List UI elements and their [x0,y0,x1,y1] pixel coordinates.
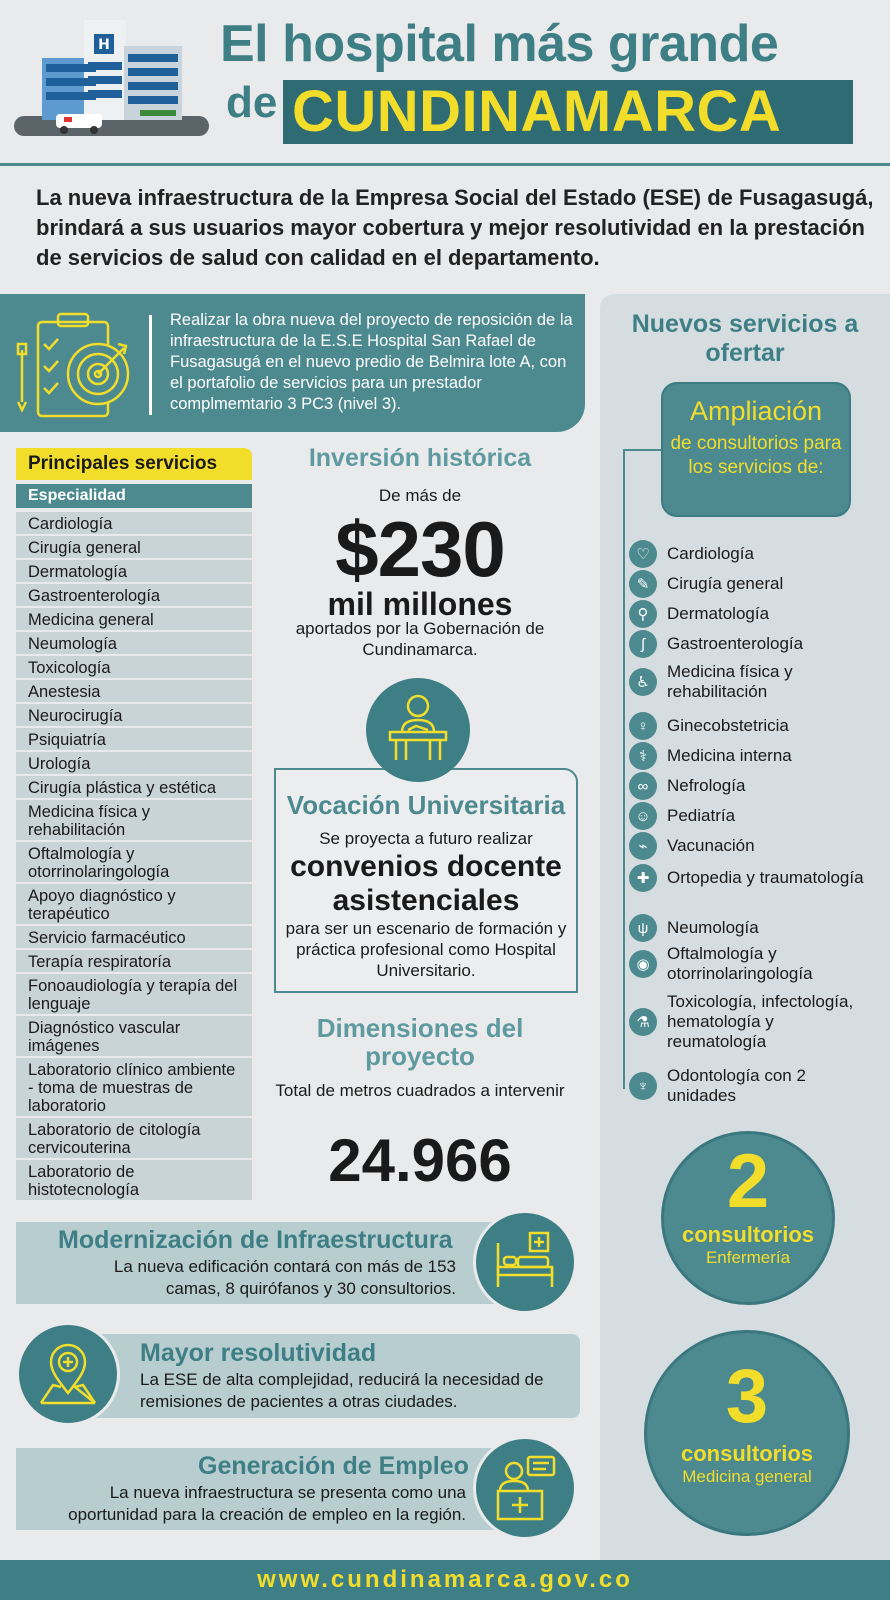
vocation-title: Vocación Universitaria [286,790,566,820]
objective-text: Realizar la obra nueva del proyecto de reposición de la infraestructura de la E.S.E Hospital San Rafael de Fusagasugá en el nuevo predio de Belmira lote A, con el portafolio de servicios para un prestador complmemtario 3 PC3 (nivel 3). [170,311,573,413]
lungs-icon: ψ [629,914,657,942]
new-service-label: Medicina física y rehabilitación [667,662,793,701]
vocation-highlight: convenios docente asistenciales [290,850,562,917]
new-service-label: Toxicología, infectología, hematología y reumatología [667,992,854,1051]
flask-icon: ⚗ [629,1008,657,1036]
new-service-item [629,802,877,830]
syringe-icon: ⌁ [629,832,657,860]
investment-unit: mil millones [327,586,513,622]
kidney-icon: ∞ [629,772,657,800]
services-list-item: Cirugía plástica y estética [16,776,252,798]
stethoscope-icon: ⚕ [629,742,657,770]
tree-line-horizontal [623,449,661,451]
tree-line-vertical [623,449,625,1089]
new-service-label: Ginecobstetricia [667,716,789,735]
new-service-item [629,772,877,800]
resolution-title: Mayor resolutividad [140,1339,377,1367]
new-service-item [629,832,877,860]
services-list-item: Diagnóstico vascular imágenes [16,1016,252,1056]
new-service-item [629,600,877,628]
new-service-item [629,944,877,984]
ampliacion-title: Ampliación [689,396,823,426]
services-list-item: Anestesia [16,680,252,702]
new-service-item [629,742,877,770]
stat-sub: Medicina general [682,1467,812,1486]
wheelchair-icon: ♿ [629,668,657,696]
new-service-item [629,1066,877,1106]
new-service-label: Oftalmología y otorrinolaringología [667,944,813,983]
modernization-text: La nueva edificación contará con más de 153 camas, 8 quirófanos y 30 consultorios. [113,1257,456,1298]
services-list-item: Laboratorio de histotecnología [16,1160,252,1200]
stat-number: 3 [725,1354,769,1439]
new-service-item [629,712,877,740]
dimensions-number: 24.966 [328,1127,512,1194]
new-service-item [629,570,877,598]
hospital-building-icon [14,18,209,140]
new-service-label: Cardiología [667,544,754,563]
dimensions-description: Total de metros cuadrados a intervenir [275,1081,565,1100]
investment-title: Inversión histórica [308,444,532,472]
location-map-icon [16,1322,120,1426]
services-list-item: Medicina física y rehabilitación [16,800,252,840]
services-list-item: Cirugía general [16,536,252,558]
resolution-text: La ESE de alta complejidad, reducirá la necesidad de remisiones de pacientes a otras ciudades. [140,1370,544,1411]
stat-word: consultorios [680,1441,813,1466]
new-service-label: Neumología [667,918,759,937]
new-service-item [629,864,877,892]
stomach-icon: ʃ [629,630,657,658]
services-list-item: Medicina general [16,608,252,630]
new-service-label: Cirugía general [667,574,784,593]
tooth-icon: ♆ [629,1072,657,1100]
header-divider [0,163,890,166]
uterus-icon: ♀ [629,712,657,740]
hospital-bed-icon [473,1210,577,1314]
footer-website-link[interactable]: www.cundinamarca.gov.co [257,1566,633,1593]
ampliacion-subtitle: de consultorios para los servicios de: [670,433,842,478]
stat-circle-enfermeria [661,1131,835,1305]
baby-icon: ☺ [629,802,657,830]
services-list-item: Dermatología [16,560,252,582]
services-list-item: Servicio farmacéutico [16,926,252,948]
employment-text: La nueva infraestructura se presenta como una oportunidad para la creación de empleo en la región. [68,1483,466,1524]
intro-paragraph: La nueva infraestructura de la Empresa Social del Estado (ESE) de Fusagasugá, brindará a sus usuarios mayor cobertura y mejor resolutividad en la prestación de servicios de salud con calidad en el departamento. [36,185,874,270]
services-list-subtitle: Especialidad [16,484,252,508]
services-list-item: Laboratorio de citología cervicouterina [16,1118,252,1158]
services-list-item: Laboratorio clínico ambiente - toma de muestras de laboratorio [16,1058,252,1116]
new-service-item [629,662,877,702]
vocation-pre: Se proyecta a futuro realizar [319,829,533,848]
new-service-label: Ortopedia y traumatología [667,868,864,887]
investment-description: aportados por la Gobernación de Cundinamarca. [295,619,545,659]
modernization-title: Modernización de Infraestructura [58,1226,453,1254]
new-services-title: Nuevos servicios a ofertar [631,310,859,367]
dimensions-title: Dimensiones del proyecto [316,1013,524,1071]
stat-circle-medicina-general [644,1330,850,1536]
svg-text:H: H [98,37,110,53]
vocation-description: para ser un escenario de formación y práctica profesional como Hospital Universitario. [285,919,567,980]
new-service-label: Dermatología [667,604,770,623]
new-service-label: Gastroenterología [667,634,804,653]
services-list-item: Gastroenterología [16,584,252,606]
new-service-label: Pediatría [667,806,736,825]
services-list-item: Psiquiatría [16,728,252,750]
new-service-label: Odontología con 2 unidades [667,1066,806,1105]
new-service-item [629,914,877,942]
student-desk-icon [366,678,470,782]
new-service-item [629,992,877,1052]
main-title-de: de [226,78,278,127]
services-list-item: Terapía respiratoría [16,950,252,972]
checklist-target-icon [14,310,134,420]
services-list-title: Principales servicios [16,448,252,480]
objective-divider [149,315,152,415]
services-list-item: Apoyo diagnóstico y terapéutico [16,884,252,924]
bandage-icon: ✚ [629,864,657,892]
investment-pre: De más de [378,486,462,505]
heart-icon: ♡ [629,540,657,568]
stat-sub: Enfermería [705,1248,791,1267]
scalpel-icon: ✎ [629,570,657,598]
services-list-item: Neumología [16,632,252,654]
new-service-label: Nefrología [667,776,746,795]
services-list-item: Fonoaudiología y terapía del lenguaje [16,974,252,1014]
services-list-item: Toxicología [16,656,252,678]
services-list-item: Oftalmología y otorrinolaringología [16,842,252,882]
magnifier-icon: ⚲ [629,600,657,628]
main-title-line2: CUNDINAMARCA [292,79,782,144]
health-worker-icon [473,1436,577,1540]
stat-number: 2 [726,1139,770,1224]
services-list-item: Cardiología [16,512,252,534]
eye-icon: ◉ [629,950,657,978]
services-list-item: Urología [16,752,252,774]
services-list-item: Neurocirugía [16,704,252,726]
new-service-item [629,540,877,568]
new-service-label: Vacunación [667,836,755,855]
stat-word: consultorios [681,1222,814,1247]
new-service-label: Medicina interna [667,746,792,765]
investment-amount: $230 [335,505,505,593]
employment-title: Generación de Empleo [198,1452,469,1480]
main-title-line1: El hospital más grande [220,15,779,73]
new-service-item [629,630,877,658]
